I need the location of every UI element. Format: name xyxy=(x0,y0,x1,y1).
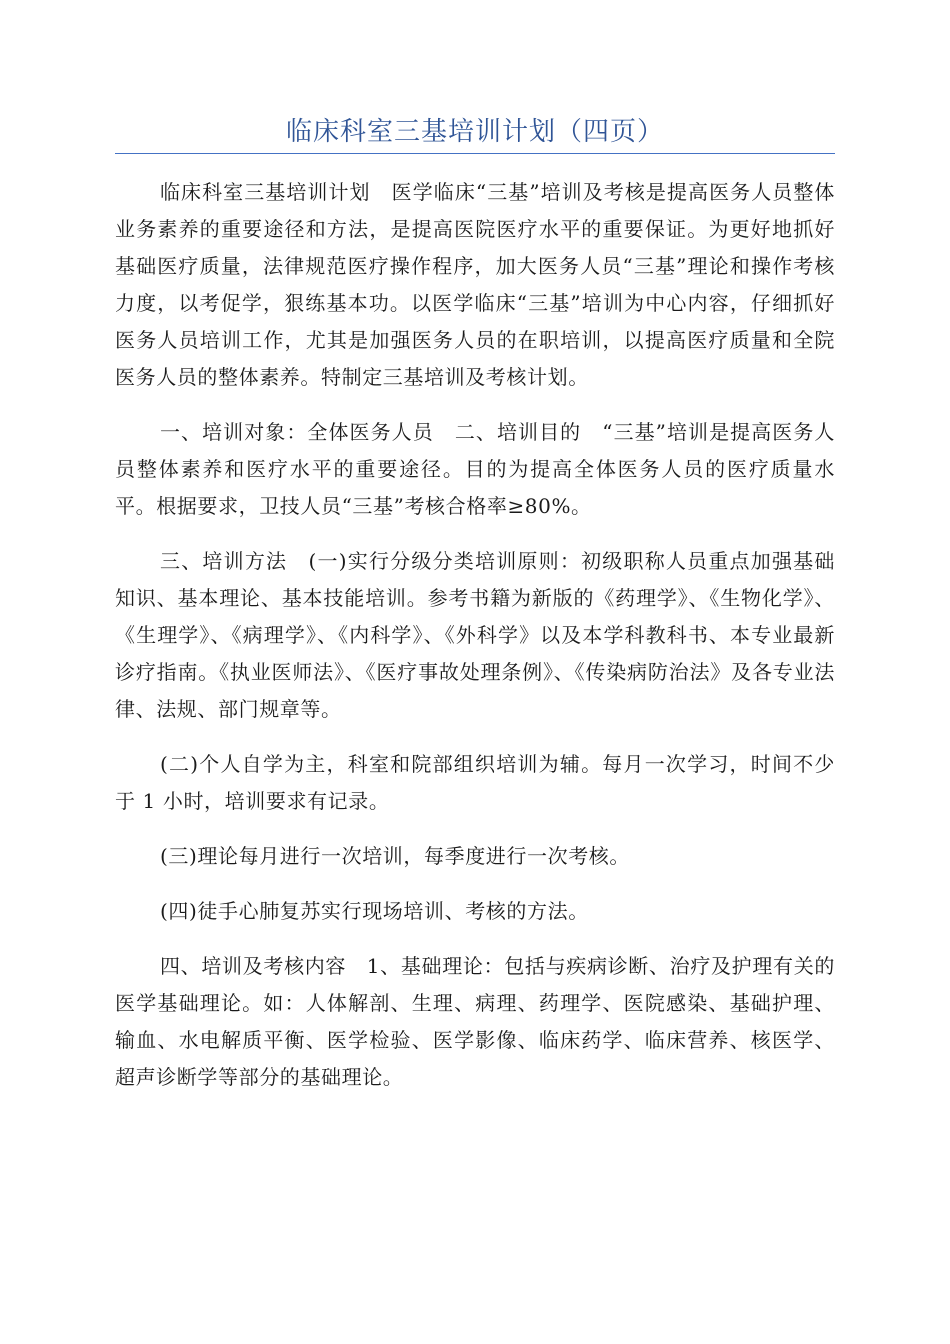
document-body xyxy=(115,174,835,1114)
paragraph-training-content: 四、培训及考核内容 1、基础理论：包括与疾病诊断、治疗及护理有关的医学基础理论。如：人体解剖、生理、病理、药理学、医院感染、基础护理、输血、水电解质平衡、医学检验、医学影像、临床药学、临床营养、核医学、超声诊断学等部分的基础理论。 xyxy=(115,954,835,1089)
title-underline xyxy=(115,153,835,154)
paragraph-cpr-training: (四)徒手心肺复苏实行现场培训、考核的方法。 xyxy=(160,899,589,923)
paragraph-monthly-training: (三)理论每月进行一次培训，每季度进行一次考核。 xyxy=(160,844,631,868)
paragraph-target-purpose: 一、培训对象：全体医务人员 二、培训目的 “三基”培训是提高医务人员整体素养和医疗水平的重要途径。目的为提高全体医务人员的医疗质量水平。根据要求，卫技人员“三基”考核合格率≥80%。 xyxy=(115,420,835,518)
paragraph-self-study: (二)个人自学为主，科室和院部组织培训为辅。每月一次学习，时间不少于 1 小时，培训要求有记录。 xyxy=(115,752,835,813)
paragraph-intro: 临床科室三基培训计划 医学临床“三基”培训及考核是提高医务人员整体业务素养的重要途径和方法，是提高医院医疗水平的重要保证。为更好地抓好基础医疗质量，法律规范医疗操作程序，加大医务人员“三基”理论和操作考核力度，以考促学，狠练基本功。以医学临床“三基”培训为中心内容，仔细抓好医务人员培训工作，尤其是加强医务人员的在职培训，以提高医疗质量和全院医务人员的整体素养。特制定三基培训及考核计划。 xyxy=(115,180,835,389)
paragraph-training-method: 三、培训方法 (一)实行分级分类培训原则：初级职称人员重点加强基础知识、基本理论、基本技能培训。参考书籍为新版的《药理学》、《生物化学》、《生理学》、《病理学》、《内科学》、《外科学》以及本学科教科书、本专业最新诊疗指南。《执业医师法》、《医疗事故处理条例》、《传染病防治法》及各专业法律、法规、部门规章等。 xyxy=(115,549,835,721)
document-title: 临床科室三基培训计划（四页） xyxy=(285,117,664,147)
